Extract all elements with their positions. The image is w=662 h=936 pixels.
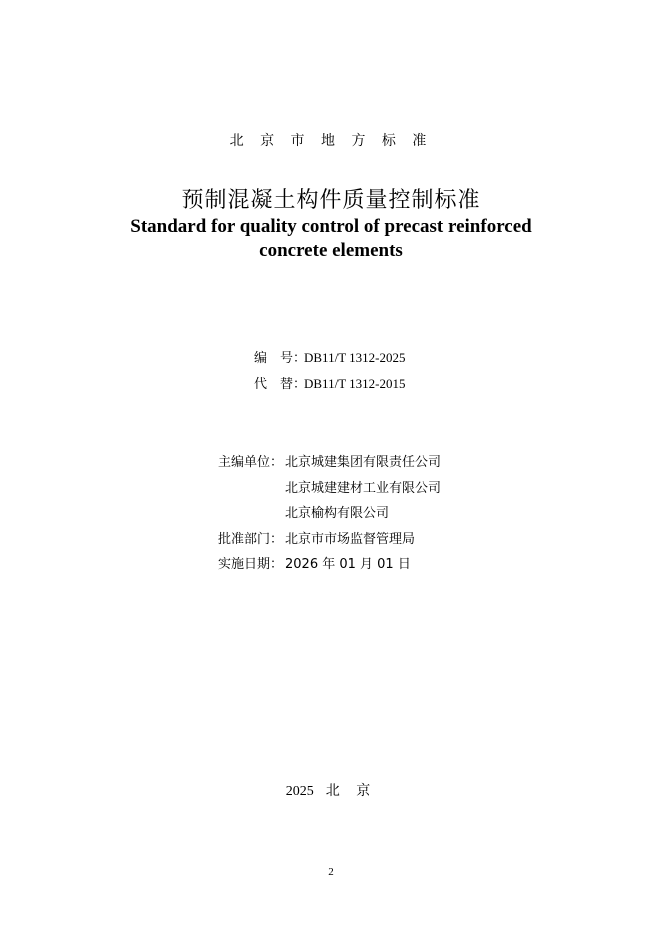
title-english (0, 215, 662, 263)
effective-date-row (218, 552, 441, 578)
editor-row (218, 450, 441, 476)
standard-codes (254, 345, 405, 397)
effective-date-label: 实施日期： (218, 557, 284, 573)
editor-1: 北京城建集团有限责任公司 (285, 455, 442, 470)
publication-info (218, 450, 441, 578)
publication-year: 2025 (285, 784, 314, 799)
editor-2: 北京城建建材工业有限公司 (285, 480, 442, 496)
standard-category: 北 京 市 地 方 标 准 (229, 133, 433, 149)
editor-label: 主编单位： (218, 455, 284, 470)
page-number: 2 (328, 866, 334, 878)
footer-year-city (0, 780, 662, 800)
title-english-line2: concrete elements (259, 240, 403, 261)
standard-number-row (254, 345, 405, 371)
standard-number-value: DB11/T 1312-2025 (304, 350, 406, 365)
editor-row (218, 476, 441, 502)
replaces-value: DB11/T 1312-2015 (304, 376, 406, 391)
approver-row (218, 527, 441, 553)
editor-3: 北京榆构有限公司 (285, 506, 390, 522)
title-chinese: 预制混凝土构件质量控制标准 (181, 188, 481, 213)
editor-row (218, 501, 441, 527)
effective-date-value: 2026 年 01 月 01 日 (285, 557, 411, 573)
approver-label: 批准部门： (218, 531, 284, 547)
approver-value: 北京市市场监督管理局 (285, 531, 416, 547)
standard-number-label: 编 号： (254, 351, 307, 366)
replaces-label: 代 替： (254, 377, 307, 392)
replaces-row (254, 371, 405, 397)
publication-city: 北 京 (325, 783, 377, 799)
title-english-line1: Standard for quality control of precast reinforced (130, 216, 532, 237)
